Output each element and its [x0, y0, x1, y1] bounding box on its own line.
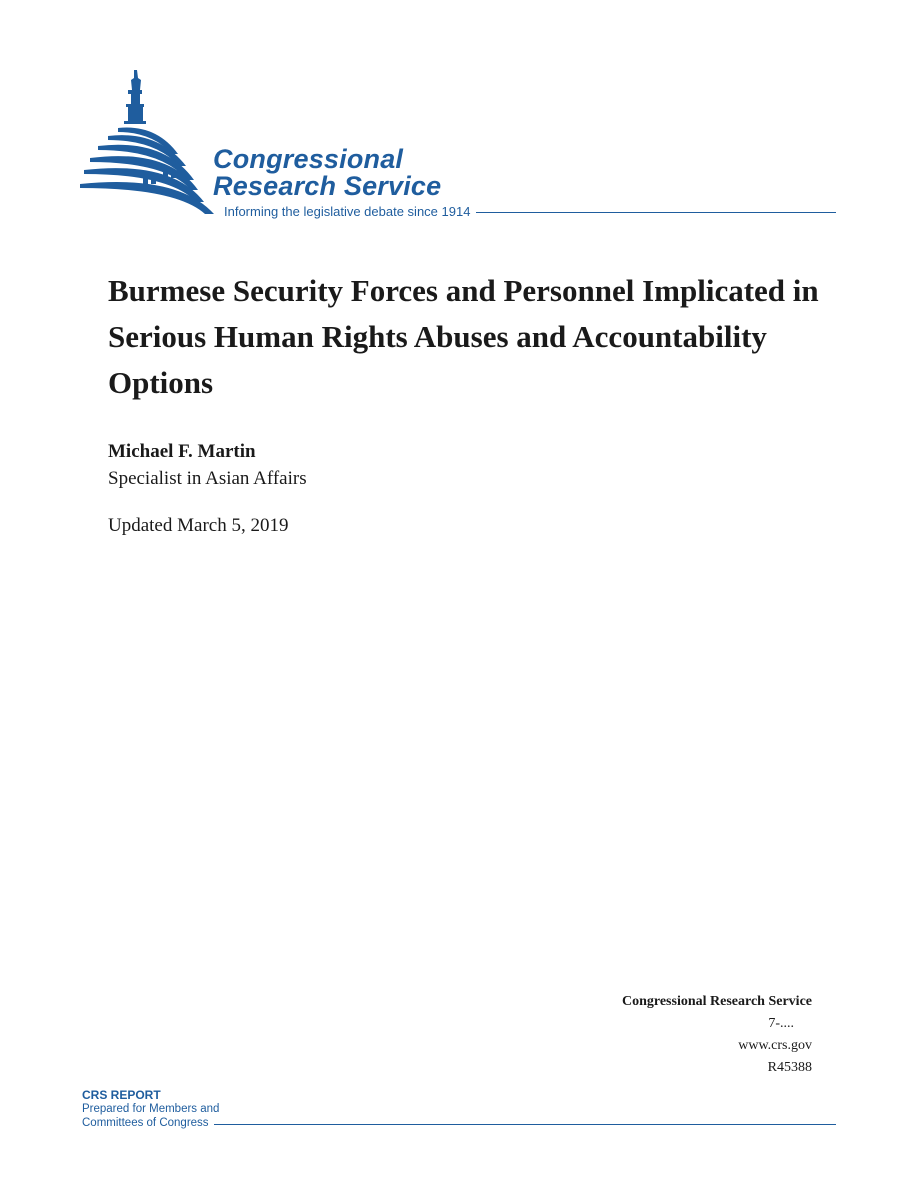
footer-last-row [82, 1116, 836, 1130]
logo-divider [476, 212, 836, 213]
logo-tagline: Informing the legislative debate since 1914 [224, 203, 471, 219]
publisher-website[interactable]: www.crs.gov [738, 1038, 812, 1053]
footer-line1: Prepared for Members and [82, 1103, 220, 1115]
report-title: Burmese Security Forces and Personnel Implicated in Serious Human Rights Abuses and Accountability Options [108, 273, 819, 400]
footer-label: CRS REPORT [82, 1088, 161, 1102]
publisher-info [622, 991, 812, 1079]
crs-logo [78, 66, 838, 221]
logo-name-line1: Congressional [213, 144, 404, 174]
report-number: R45388 [767, 1060, 812, 1075]
author-block [108, 438, 307, 492]
capitol-dome-icon [78, 66, 228, 221]
footer-brand [82, 1088, 836, 1130]
author-title: Specialist in Asian Affairs [108, 468, 307, 489]
logo-name-line2: Research Service [213, 171, 442, 201]
crs-logo-wordmark [213, 146, 441, 200]
logo-tagline-row [224, 203, 836, 219]
publisher-code: 7-.... [768, 1016, 794, 1031]
publisher-name: Congressional Research Service [621, 994, 812, 1009]
author-name: Michael F. Martin [108, 441, 256, 462]
footer-divider [214, 1124, 836, 1125]
footer-line2: Committees of Congress [82, 1117, 209, 1129]
updated-date: Updated March 5, 2019 [108, 515, 289, 536]
